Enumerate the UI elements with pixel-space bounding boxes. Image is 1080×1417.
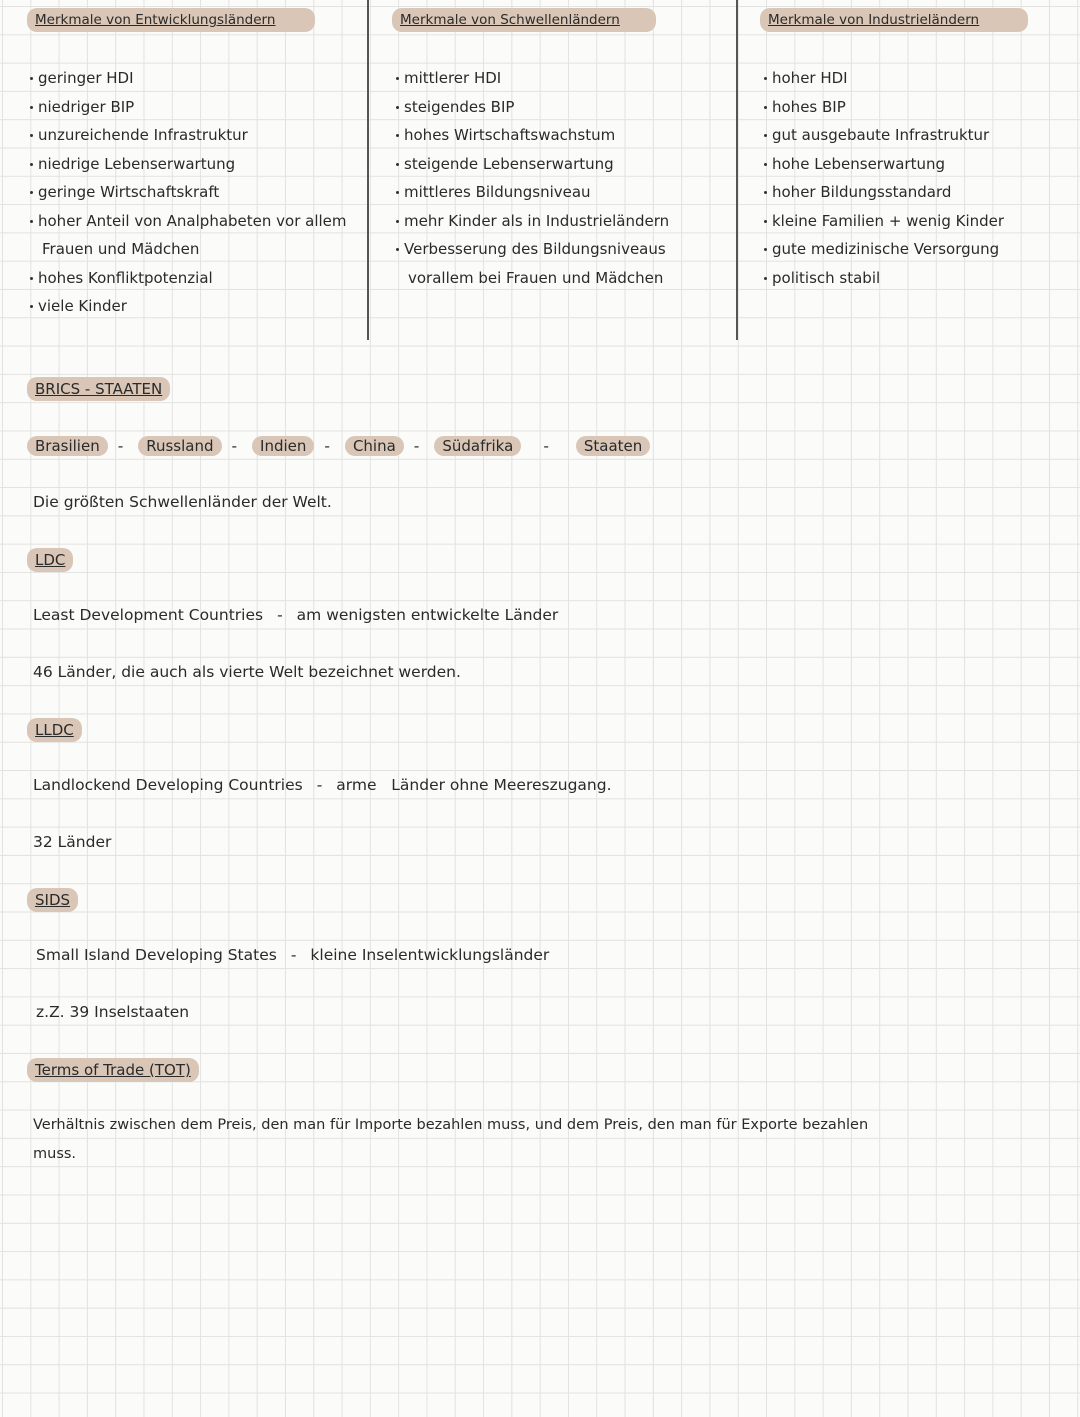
brics-countries: Brasilien - Russland - Indien - China - Südafrika - Staaten [27,435,650,457]
list-item: geringe Wirtschaftskraft [30,178,347,207]
heading-entwicklungslaender: Merkmale von Entwicklungsländern [27,8,315,32]
heading-brics: BRICS - STAATEN [27,377,170,401]
list-entwicklungslaender [30,64,347,321]
column-divider [736,0,738,340]
country-badge: China [345,436,404,456]
sids-note: z.Z. 39 Inselstaaten [36,1003,190,1021]
heading-schwellenlaender: Merkmale von Schwellenländern [392,8,656,32]
staaten-badge: Staaten [576,436,650,456]
list-item: mehr Kinder als in Industrieländern [396,207,669,236]
heading-ldc: LDC [27,548,73,572]
tot-definition-line-2: muss. [33,1146,77,1162]
heading-sids: SIDS [27,888,78,912]
list-item: niedrige Lebenserwartung [30,150,347,179]
heading-industrielaender: Merkmale von Industrieländern [760,8,1028,32]
country-badge: Russland [138,436,221,456]
country-badge: Brasilien [27,436,108,456]
list-item: gute medizinische Versorgung [764,235,1004,264]
list-item: hoher Bildungsstandard [764,178,1004,207]
list-item: steigende Lebenserwartung [396,150,669,179]
list-item: hoher Anteil von Analphabeten vor allem [30,207,347,236]
ldc-definition: Least Development Countries - am wenigsten entwickelte Länder [33,606,559,624]
list-item: politisch stabil [764,264,1004,293]
list-item: mittleres Bildungsniveau [396,178,669,207]
tot-definition-line-1: Verhältnis zwischen dem Preis, den man für Importe bezahlen muss, und dem Preis, den man für Exporte bezahlen [33,1117,869,1133]
list-item: steigendes BIP [396,93,669,122]
list-item: Verbesserung des Bildungsniveaus [396,235,669,264]
list-item: viele Kinder [30,292,347,321]
list-item: kleine Familien + wenig Kinder [764,207,1004,236]
list-industrielaender [764,64,1004,292]
country-badge: Südafrika [434,436,521,456]
brics-description: Die größten Schwellenländer der Welt. [33,493,332,511]
sids-definition: Small Island Developing States - kleine Inselentwicklungsländer [36,946,550,964]
list-item: hohes Wirtschaftswachstum [396,121,669,150]
lldc-note: 32 Länder [33,833,112,851]
list-item: unzureichende Infrastruktur [30,121,347,150]
lldc-definition: Landlockend Developing Countries - arme Länder ohne Meereszugang. [33,776,612,794]
list-schwellenlaender [396,64,669,292]
list-item: hoher HDI [764,64,1004,93]
list-item: hohes BIP [764,93,1004,122]
list-item: niedriger BIP [30,93,347,122]
list-item: vorallem bei Frauen und Mädchen [408,268,664,287]
list-item: hohes Konfliktpotenzial [30,264,347,293]
list-item: gut ausgebaute Infrastruktur [764,121,1004,150]
heading-tot: Terms of Trade (TOT) [27,1058,199,1082]
heading-lldc: LLDC [27,718,82,742]
list-item: geringer HDI [30,64,347,93]
country-badge: Indien [252,436,314,456]
list-item: Frauen und Mädchen [42,240,200,258]
ldc-note: 46 Länder, die auch als vierte Welt bezeichnet werden. [33,663,461,681]
list-item: mittlerer HDI [396,64,669,93]
column-divider [367,0,369,340]
list-item: hohe Lebenserwartung [764,150,1004,179]
